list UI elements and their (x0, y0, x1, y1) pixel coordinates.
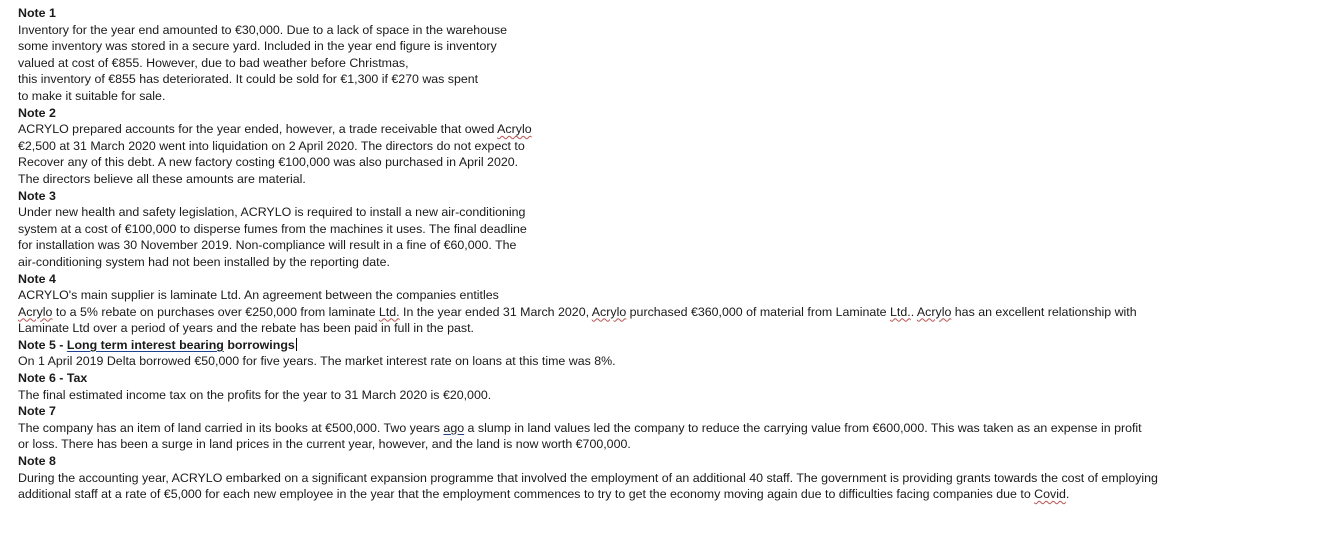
note-line: The company has an item of land carried in its books at €500,000. Two years ago a slump in land values led the company to reduce the carrying value from €600,000. This was taken as an expense in profit (18, 420, 1142, 435)
note-line: €2,500 at 31 March 2020 went into liquidation on 2 April 2020. The directors do not expect to (18, 138, 525, 153)
note-line: or loss. There has been a surge in land prices in the current year, however, and the land is now worth €700,000. (18, 437, 631, 452)
note-line: some inventory was stored in a secure yard. Included in the year end figure is inventory (18, 39, 497, 54)
spellcheck-flag: Acrylo (18, 304, 53, 319)
spellcheck-flag: Acrylo (916, 304, 952, 319)
note-heading: Note 3 (18, 188, 56, 203)
note-line: to make it suitable for sale. (18, 88, 166, 103)
spellcheck-flag: Ltd. (378, 304, 400, 319)
note-heading: Note 2 (18, 105, 56, 120)
note-heading: Note 8 (18, 454, 56, 469)
note-line: system at a cost of €100,000 to disperse fumes from the machines it uses. The final deadline (18, 221, 527, 236)
note-line: for installation was 30 November 2019. Non-compliance will result in a fine of €60,000. The (18, 238, 517, 253)
note-line: Inventory for the year end amounted to €30,000. Due to a lack of space in the warehouse (18, 22, 508, 37)
spellcheck-flag: Ltd. (890, 304, 911, 319)
note-line: air-conditioning system had not been installed by the reporting date. (18, 254, 390, 269)
note-line: this inventory of €855 has deteriorated. It could be sold for €1,300 if €270 was spent (18, 72, 479, 87)
heading-suffix: borrowings (223, 337, 295, 352)
note-line: The directors believe all these amounts are material. (18, 171, 306, 186)
note-line: additional staff at a rate of €5,000 for each new employee in the year that the employment commences to try to get the economy moving again due to difficulties facing companies due to Covid. (18, 487, 1070, 502)
note-line: valued at cost of €855. However, due to bad weather before Christmas, (18, 55, 409, 70)
note-line: ACRYLO's main supplier is laminate Ltd. An agreement between the companies entitles (18, 288, 499, 303)
note-line: During the accounting year, ACRYLO embarked on a significant expansion programme that involved the employment of an additional 40 staff. The government is providing grants towards the cost of employing (18, 470, 1158, 485)
spellcheck-flag: Covid (1034, 487, 1066, 502)
heading-underlined: Long term interest bearing (66, 337, 224, 352)
document-body[interactable] (18, 5, 1318, 503)
note-line: Acrylo to a 5% rebate on purchases over €250,000 from laminate Ltd. In the year ended 31 March 2020, Acrylo purchased €360,000 of material from Laminate Ltd.. Acrylo has an excellent relationship with (18, 304, 1137, 319)
spellcheck-flag: Acrylo (591, 304, 627, 319)
note-heading: Note 1 (18, 6, 56, 20)
note-line: On 1 April 2019 Delta borrowed €50,000 for five years. The market interest rate on loans at this time was 8%. (18, 354, 616, 369)
note-line: The final estimated income tax on the profits for the year to 31 March 2020 is €20,000. (18, 387, 492, 402)
heading-prefix: Note 5 - (18, 337, 67, 352)
note-line: Recover any of this debt. A new factory costing €100,000 was also purchased in April 2020. (18, 155, 519, 170)
grammar-flag: ago (443, 420, 465, 435)
note-heading: Note 4 (18, 271, 56, 286)
note-line: Laminate Ltd over a period of years and the rebate has been paid in full in the past. (18, 321, 475, 336)
note-line: Under new health and safety legislation, ACRYLO is required to install a new air-conditioning (18, 205, 526, 220)
note-heading: Note 6 - Tax (18, 371, 88, 386)
note-heading (18, 337, 1318, 354)
text-cursor (296, 338, 297, 351)
note-line: ACRYLO prepared accounts for the year ended, however, a trade receivable that owed Acrylo (18, 122, 532, 137)
spellcheck-flag: Acrylo (497, 122, 532, 137)
note-heading: Note 7 (18, 404, 56, 419)
